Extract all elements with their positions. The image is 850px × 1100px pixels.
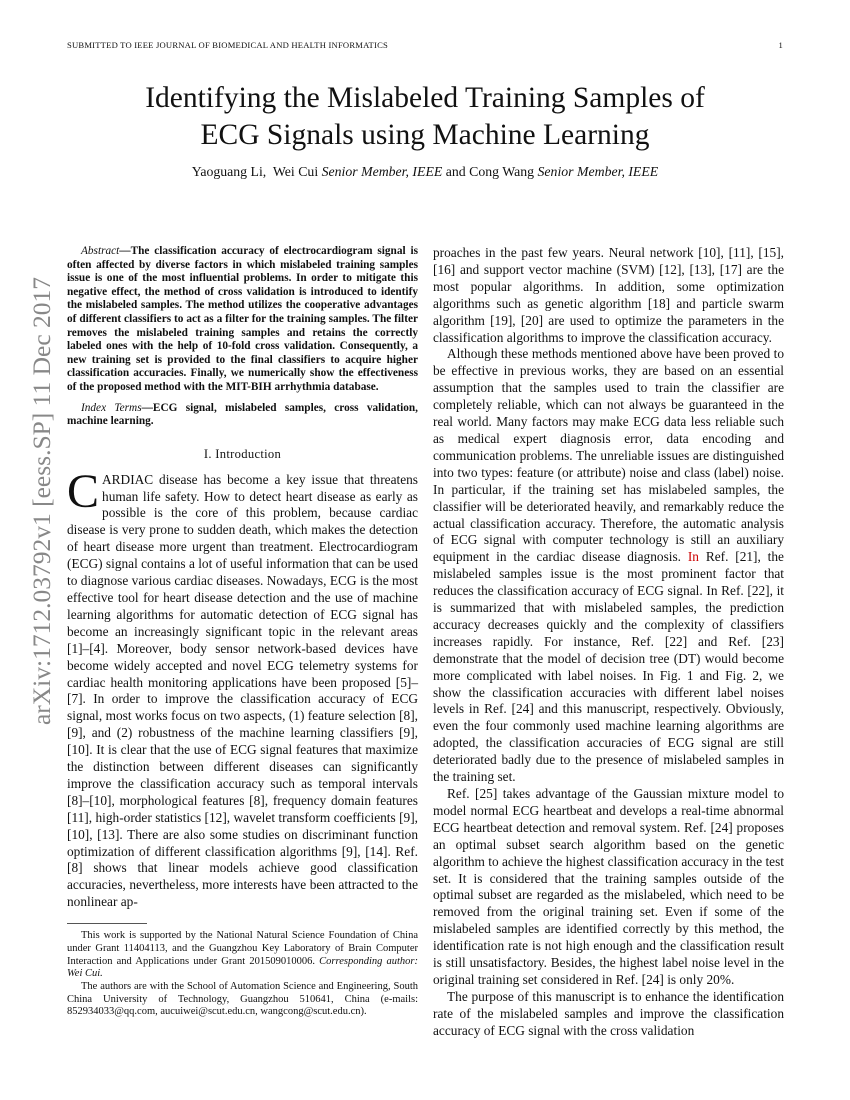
abstract-text: The classification accuracy of electrocardiogram signal is often affected by diverse factors in which mislabeled training samples issue is one of the most influential problems. In order to mitigate this negative effect, the method of cross validation is introduced to identify the mislabeled samples. The method utilizes the cooperative advantages of different classifiers to act as a filter for the training samples. The filter removes the mislabeled training samples and retains the correctly labeled ones with the help of 10-fold cross validation. Consequently, a new training set is provided to the final classifiers to acquire higher classification accuracies. Finally, we numerically show the effectiveness of the proposed method with the MIT-BIH arrhythmia database. — [67, 245, 418, 393]
title-line-2: ECG Signals using Machine Learning — [200, 119, 650, 151]
author-1: Yaoguang Li, — [191, 164, 267, 179]
running-head — [67, 40, 783, 50]
arxiv-stamp — [20, 276, 64, 726]
paragraph-assumption: Although these methods mentioned above have been proved to be effective in previous works, they are based on an essential assumption that the samples used to train the classifier are completely reliable, which can not always be guaranteed in the real world. Many factors may make ECG data less reliable such as medical expert diagnosis error, data encoding and communication problems. The unreliable issues are distinguished into two types: feature (or attribute) noise and class (label) noise. In particular, if the training set has mislabeled samples, the classifier will be deteriorated heavily, and remarkably reduce the actual classification accuracy. Therefore, the automatic analysis of ECG signal with computer technology is still an auxiliary equipment in the cardiac disease diagnosis. In Ref. [21], the mislabeled samples issue is the most prominent factor that reduces the classification accuracy of ECG signal. In Ref. [22], it is summarized that with mislabeled samples, the prediction accuracy decreases quickly and the complexity of classifiers increases rapidly. For instance, Ref. [22] and Ref. [23] demonstrate that the model of decision tree (DT) would become more complicated with label noises. In Fig. 1 and Fig. 2, we show the classification accuracies with different label noises levels in Ref. [24] and this manuscript, respectively. Obviously, even the four commonly used machine learning algorithms are adopted, the classification accuracies of ECG signal are still deteriorated badly due to the presence of mislabeled samples in the training set. — [433, 346, 784, 785]
footnote-affiliation: The authors are with the School of Automation Science and Engineering, South China University of Technology, Guangzhou 510641, China (e-mails: 852934033@qq.com, aucuiwei@scut.edu.cn, wangcong@scut.edu.cn). — [67, 981, 418, 1018]
link-in[interactable]: In — [687, 549, 699, 565]
intro-paragraph — [67, 464, 418, 912]
abstract-label: Abstract — [81, 245, 120, 257]
author-2: Wei Cui — [272, 164, 319, 179]
author-and: and — [445, 164, 466, 179]
right-column — [433, 245, 784, 1040]
title-line-1: Identifying the Mislabeled Training Samples of — [145, 82, 705, 114]
author-3-role: Senior Member, IEEE — [537, 164, 659, 179]
left-column — [67, 245, 418, 1019]
paper-title — [67, 80, 783, 154]
footnote-funding: This work is supported by the National Natural Science Foundation of China under Grant 11404113, and the Guangzhou Key Laboratory of Brain Computer Interaction and Applications under Grant 201509010006. Corresponding author: Wei Cui. — [67, 930, 419, 980]
author-2-role: Senior Member, IEEE — [321, 164, 443, 179]
footnote-divider — [67, 923, 147, 924]
paragraph-related-work: Ref. [25] takes advantage of the Gaussian mixture model to model normal ECG heartbeat and develops a real-time abnormal ECG heartbeat detection and removal system. Ref. [24] proposes an optimal subset search algorithm based on the genetic algorithm to achieve the highest classification accuracy in the test set. It is considered that the training samples outside of the optimal subset are regarded as the mislabeled, which need to be removed from the original training set. Even if some of the mislabeled samples are identified correctly by this method, the identification rate is not high enough and the classification result is still unsatisfactory. Besides, the highest label noise level in the original training set considered in Ref. [24] is only 20%. — [433, 786, 784, 987]
drop-cap: C — [67, 464, 100, 518]
paragraph-continuation: proaches in the past few years. Neural network [10], [11], [15], [16] and support vector machine (SVM) [12], [13], [17] are the most popular algorithms. In addition, some optimization algorithms such as genetic algorithm [18] and particle swarm algorithm [19], [20] are used to optimize the parameters in the classification algorithms to improve the classification accuracy. — [433, 245, 784, 345]
index-terms-text: ECG signal, mislabeled samples, cross validation, machine learning. — [67, 401, 418, 428]
paragraph-purpose: The purpose of this manuscript is to enhance the identification rate of the mislabeled samples and improve the classification accuracy of ECG signal with the cross validation — [433, 988, 784, 1038]
author-3: Cong Wang — [469, 164, 535, 179]
arxiv-identifier[interactable]: arXiv:1712.03792v1 [eess.SP] 11 Dec 2017 — [27, 276, 56, 726]
index-terms: Index Terms—ECG signal, mislabeled samples, cross validation, machine learning. — [67, 401, 418, 428]
page-number: 1 — [778, 40, 783, 50]
intro-text: ARDIAC disease has become a key issue that threatens human life safety. How to detect heart disease as early as possible is the core of this problem, because cardiac disease is very prone to sudden death, which makes the detection of heart disease more urgent than treatment. Electrocardiogram (ECG) signal contains a lot of useful information that can be used to diagnose various cardiac diseases. Nowadays, ECG is the most effective tool for heart disease detection and the use of machine learning algorithms for automatic detection of ECG signal has become an increasingly significant topic in the relevant areas [1]–[4]. Moreover, body sensor network-based devices have become widely accepted and novel ECG telemetry systems for cardiac health monitoring applications have been proposed [5]–[7]. In order to improve the classification accuracy of ECG signal, most works focus on two aspects, (1) feature selection [8], [9], and (2) robustness of the machine learning classifiers [9], [10]. It is clear that the use of ECG signal features that maximize the distinction between different diseases can significantly improve the classification accuracy such as temporal intervals [8]–[10], morphological features [8], frequency domain features [11], high-order statistics [12], wavelet transform coefficients [9], [10], [13]. There are also some studies on discriminant function optimization of different classification algorithms [9], [14]. Ref. [8] shows that linear models achieve good classification accuracies, nevertheless, more interests have been attracted to the nonlinear ap- — [67, 471, 418, 910]
index-terms-label: Index Terms — [81, 401, 142, 414]
corresponding-author: Corresponding author: Wei Cui. — [67, 955, 419, 980]
abstract: Abstract—The classification accuracy of electrocardiogram signal is often affected by diverse factors in which mislabeled training samples issue is one of the most influential problems. In order to mitigate this negative effect, the method of cross validation is introduced to identify the mislabeled samples. The method utilizes the cooperative advantages of different classifiers to act as a filter for the training samples. The filter removes the mislabeled training samples and retains the correctly labeled ones with the help of 10-fold cross validation. Consequently, a new training set is provided to the final classifiers to acquire higher classification accuracies. Finally, we numerically show the effectiveness of the proposed method with the MIT-BIH arrhythmia database. — [67, 245, 418, 393]
author-list — [67, 164, 783, 180]
section-heading-introduction: I. Introduction — [203, 446, 282, 461]
journal-name: SUBMITTED TO IEEE JOURNAL OF BIOMEDICAL AND HEALTH INFORMATICS — [67, 40, 388, 50]
